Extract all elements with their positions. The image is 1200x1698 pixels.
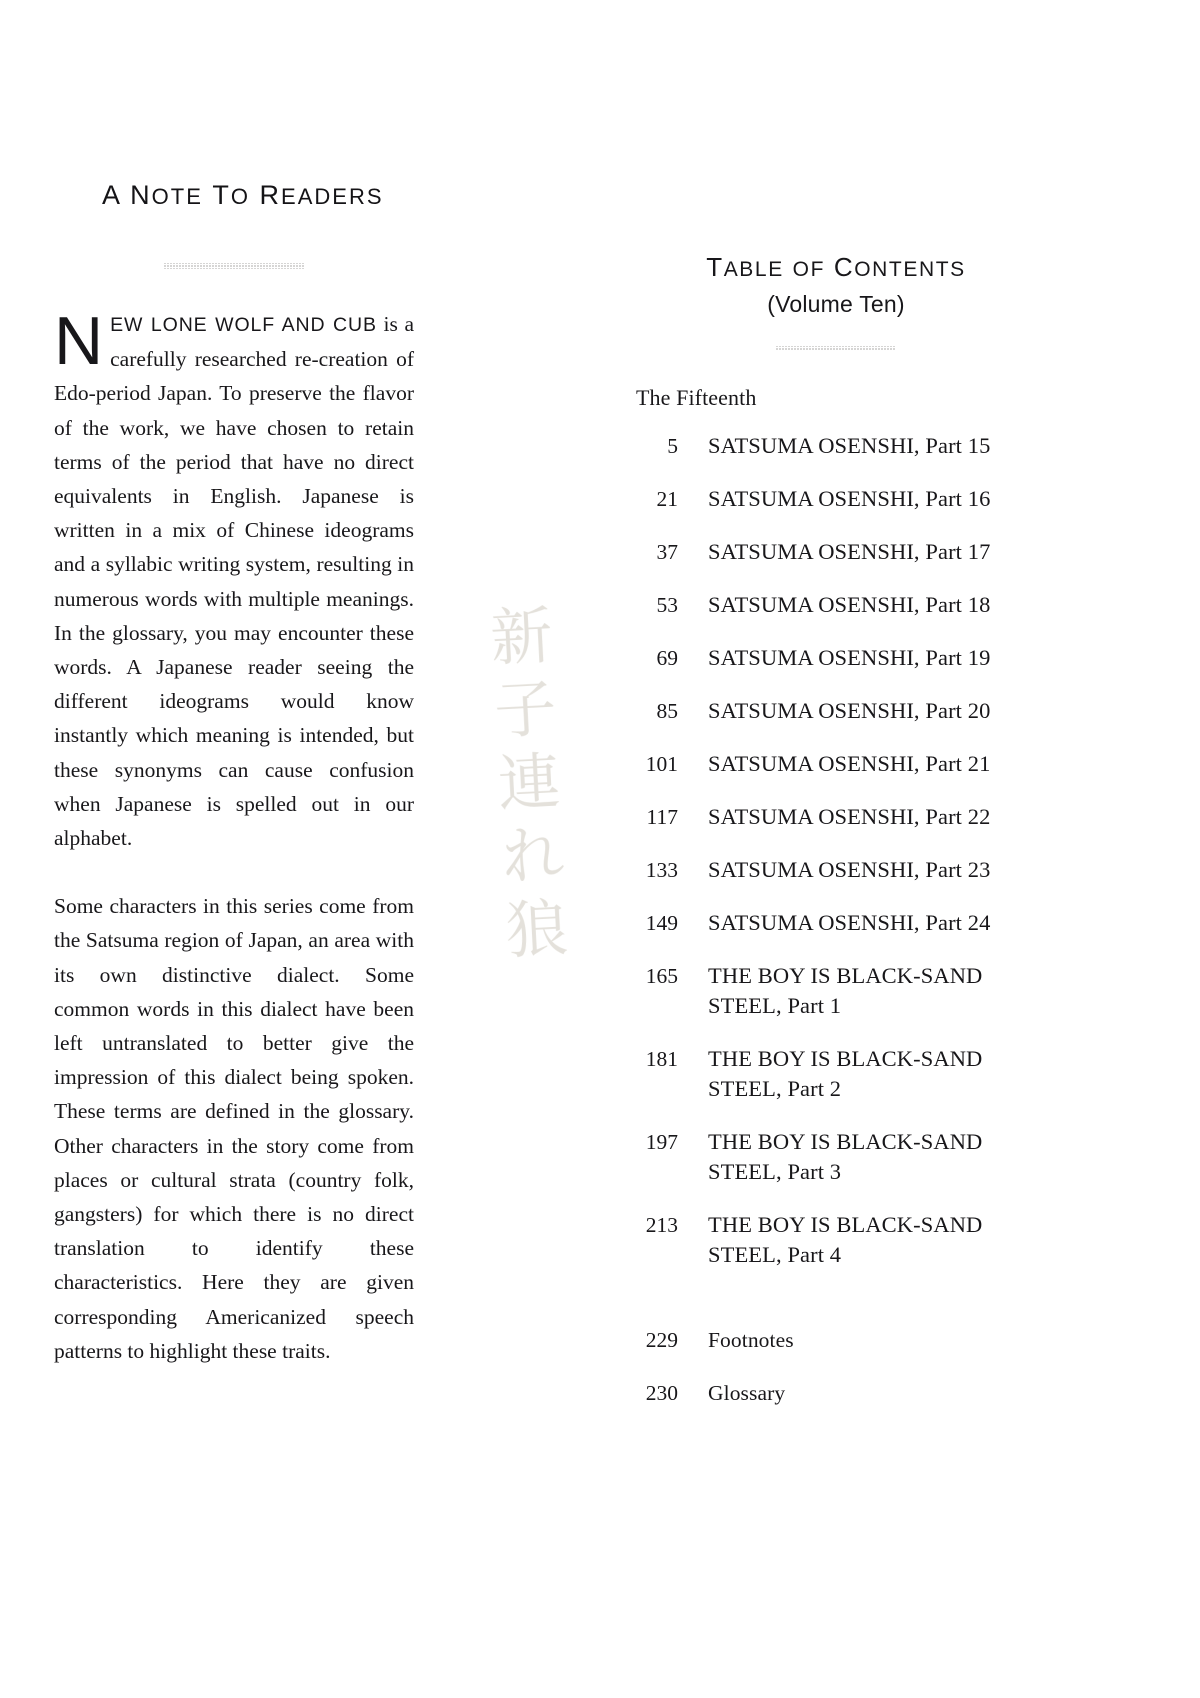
- toc-entry[interactable]: [636, 696, 1036, 726]
- toc-entry-page: 149: [645, 911, 678, 935]
- note-paragraph-1: [54, 303, 414, 855]
- toc-entry[interactable]: [636, 749, 1036, 779]
- toc-entry[interactable]: [636, 1044, 1036, 1104]
- toc-entry-title-line1: SATSUMA OSENSHI, Part 17: [708, 539, 991, 564]
- toc-entry-title: Footnotes: [708, 1328, 794, 1352]
- toc-title-c: C: [833, 252, 855, 282]
- toc-entry[interactable]: [636, 537, 1036, 567]
- toc-entry[interactable]: [636, 855, 1036, 885]
- toc-entry-title: [708, 1127, 1036, 1187]
- toc-entry-title: [708, 961, 1036, 1021]
- toc-entry-title-line1: SATSUMA OSENSHI, Part 20: [708, 698, 991, 723]
- toc-divider: [776, 346, 896, 351]
- toc-entry-title: [708, 802, 1036, 832]
- toc-entry-title-line1: THE BOY IS BLACK-SAND: [708, 1212, 983, 1237]
- toc-entry-title-line1: THE BOY IS BLACK-SAND: [708, 1129, 983, 1154]
- toc-entry-page: 213: [645, 1213, 678, 1237]
- toc-entry-title: [708, 431, 1036, 461]
- toc-entry-title-line2: STEEL, Part 4: [708, 1242, 842, 1267]
- toc-entry[interactable]: [636, 590, 1036, 620]
- toc-entry-page: 101: [645, 752, 678, 776]
- watermark-char-1: 新: [488, 598, 555, 675]
- toc-title-t: T: [706, 252, 724, 282]
- watermark-char-3: 連: [496, 744, 562, 821]
- toc-entry-title-line1: SATSUMA OSENSHI, Part 23: [708, 857, 991, 882]
- toc-title-able: ABLE: [723, 258, 784, 281]
- toc-entry-glossary[interactable]: [636, 1378, 1036, 1408]
- toc-entry-title: [708, 749, 1036, 779]
- toc-entry-page: 5: [667, 434, 678, 458]
- toc-entry[interactable]: [636, 961, 1036, 1021]
- toc-entry-title-line1: SATSUMA OSENSHI, Part 19: [708, 645, 991, 670]
- toc-entry-page: 165: [645, 964, 678, 988]
- toc-entry[interactable]: [636, 1127, 1036, 1187]
- toc-section-heading: The Fifteenth: [636, 385, 757, 410]
- toc-section-gap: [636, 1293, 1036, 1325]
- note-body: [54, 303, 414, 1368]
- toc-entry[interactable]: [636, 1210, 1036, 1270]
- toc-title-ontents: ONTENTS: [854, 258, 966, 281]
- toc-entry-page: 117: [646, 805, 678, 829]
- toc-entry-page: 230: [645, 1381, 678, 1405]
- toc-entry-page: 197: [645, 1130, 678, 1154]
- toc-entry-title: [708, 537, 1036, 567]
- toc-entry[interactable]: [636, 484, 1036, 514]
- toc-entry-title: [708, 696, 1036, 726]
- toc-title: TABLE OF CONTENTS: [706, 252, 966, 282]
- opening-smallcaps: EW LONE WOLF AND CUB: [110, 314, 377, 336]
- toc-entry-page: 181: [645, 1047, 678, 1071]
- toc-entry-footnotes[interactable]: [636, 1325, 1036, 1355]
- toc-subtitle: (Volume Ten): [767, 291, 905, 317]
- toc-entry-title: [708, 484, 1036, 514]
- table-of-contents-column: [636, 252, 1036, 1431]
- toc-entry-page: 69: [656, 646, 678, 670]
- page-title: A NOTE TO READERS: [102, 180, 384, 210]
- toc-entry-title-line2: STEEL, Part 2: [708, 1076, 842, 1101]
- toc-entry-title: [708, 908, 1036, 938]
- toc-entry-title-line1: SATSUMA OSENSHI, Part 22: [708, 804, 991, 829]
- toc-entry-title: [708, 590, 1036, 620]
- toc-entry-page: 133: [645, 858, 678, 882]
- toc-entry-title-line1: SATSUMA OSENSHI, Part 16: [708, 486, 991, 511]
- toc-entry[interactable]: [636, 643, 1036, 673]
- toc-entry-title: [708, 1210, 1036, 1270]
- toc-entry-title: [708, 1044, 1036, 1104]
- toc-entry-title: Glossary: [708, 1381, 786, 1405]
- toc-entry-title-line1: SATSUMA OSENSHI, Part 15: [708, 433, 991, 458]
- toc-entry[interactable]: [636, 431, 1036, 461]
- toc-entry[interactable]: [636, 802, 1036, 832]
- toc-entry-title-line1: SATSUMA OSENSHI, Part 18: [708, 592, 991, 617]
- note-paragraph-2: Some characters in this series come from the Satsuma region of Japan, an area with its own distinctive dialect. Some common words in this dialect have been left untranslated to better give the impression of this dialect being spoken. These terms are defined in the glossary. Other characters in the story come from places or cultural strata (country folk, gangsters) for which there is no direct translation to identify these characteristics. Here they are given corresponding Americanized speech patterns to highlight these traits.: [54, 894, 414, 1363]
- toc-entry-title-line1: THE BOY IS BLACK-SAND: [708, 1046, 983, 1071]
- note-paragraph-1-text: is a carefully researched re-creation of Edo-period Japan. To preserve the flavor of the work, we have chosen to retain terms of the period that have no direct equivalents in English. Japanese is written in a mix of Chinese ideograms and a syllabic writing system, resulting in numerous words with multiple meanings. In the glossary, you may encounter these words. A Japanese reader seeing the different ideograms would know instantly which meaning is intended, but these synonyms can cause confusion when Japanese is spelled out in our alphabet.: [54, 312, 414, 851]
- toc-entry-title-line1: SATSUMA OSENSHI, Part 24: [708, 910, 991, 935]
- toc-entry-title: [708, 855, 1036, 885]
- toc-entry-title-line2: STEEL, Part 3: [708, 1159, 842, 1184]
- watermark-char-4: れ: [500, 817, 566, 894]
- watermark-char-2: 子: [492, 671, 559, 748]
- toc-entry-page: 37: [656, 540, 678, 564]
- note-title-initial: A: [102, 180, 123, 210]
- toc-entry-page: 21: [656, 487, 678, 511]
- toc-entry-title-line1: THE BOY IS BLACK-SAND: [708, 963, 983, 988]
- note-to-readers-column: [54, 180, 414, 1368]
- title-divider: [164, 263, 304, 269]
- calligraphy-watermark: [445, 596, 616, 1003]
- toc-entry-title-line1: SATSUMA OSENSHI, Part 21: [708, 751, 991, 776]
- toc-entry[interactable]: [636, 908, 1036, 938]
- toc-entry-title-line2: STEEL, Part 1: [708, 993, 842, 1018]
- drop-cap: N: [54, 303, 104, 379]
- toc-entry-page: 229: [645, 1328, 678, 1352]
- watermark-char-5: 狼: [503, 890, 570, 968]
- toc-entry-page: 85: [656, 699, 678, 723]
- toc-entry-list: [636, 431, 1036, 1408]
- toc-entry-page: 53: [656, 593, 678, 617]
- toc-entry-title: [708, 643, 1036, 673]
